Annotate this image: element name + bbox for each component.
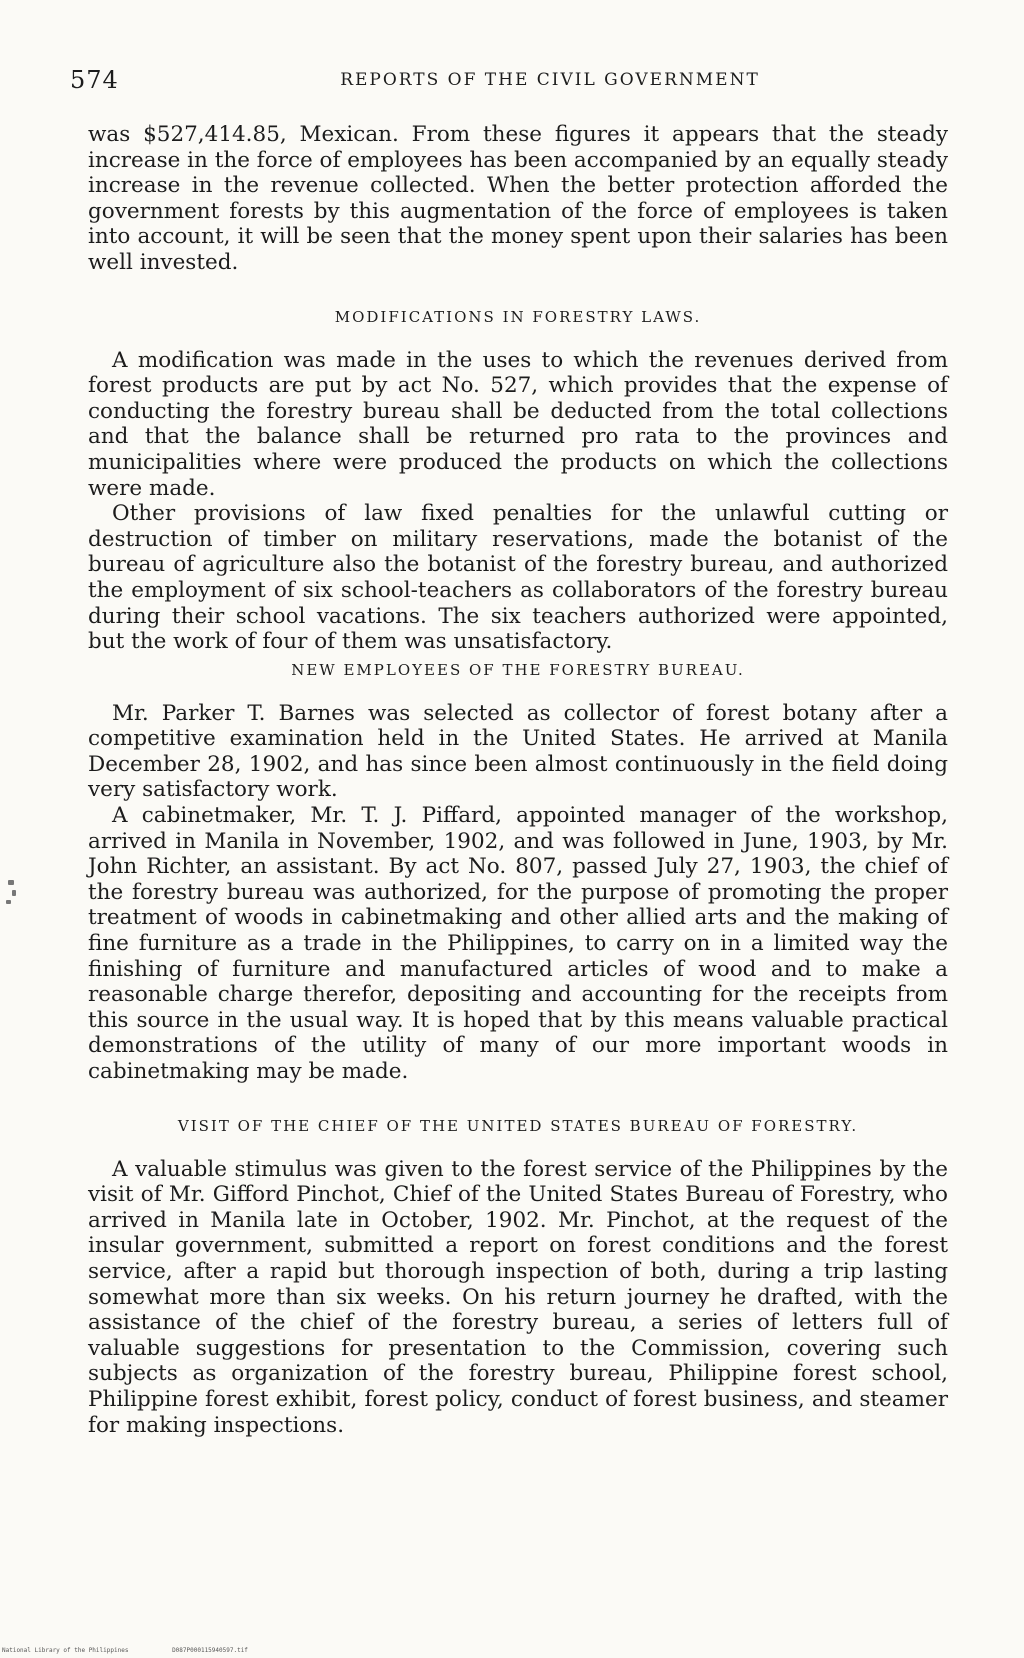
footer-library: National Library of the Philippines <box>2 1647 129 1654</box>
section-heading-new-employees: NEW EMPLOYEES OF THE FORESTRY BUREAU. <box>291 660 745 679</box>
page-header <box>70 66 950 100</box>
paragraph-continuation: was $527,414.85, Mexican. From these figures it appears that the steady increase in the force of employees has been accompanied by an equally steady increase in the revenue collected. When the better protection afforded the government forests by this augmentation of the force of employees is taken into account, it will be seen that the money spent upon their salaries has been well invested. <box>88 122 948 275</box>
section-heading-visit-of-chief: VISIT OF THE CHIEF OF THE UNITED STATES BUREAU OF FORESTRY. <box>177 1116 859 1135</box>
page-body <box>88 122 948 1438</box>
scan-speck <box>8 880 14 885</box>
paragraph-other-provisions: Other provisions of law fixed penalties for the unlawful cutting or destruction of timber on military reservations, made the botanist of the bureau of agriculture also the botanist of the forestry bureau, and authorized the employment of six school-teachers as collaborators of the forestry bureau during their school vacations. The six teachers authorized were appointed, but the work of four of them was unsatisfactory. <box>88 501 948 655</box>
scan-speck <box>12 890 16 896</box>
running-head: REPORTS OF THE CIVIL GOVERNMENT <box>340 70 760 90</box>
paragraph-pinchot-visit: A valuable stimulus was given to the forest service of the Philippines by the visit of Mr. Gifford Pinchot, Chief of the United States Bureau of Forestry, who arrived in Manila late in October, 1902. Mr. Pinchot, at the request of the insular government, submitted a report on forest conditions and the forest service, after a rapid but thorough inspection of both, during a trip lasting somewhat more than six weeks. On his return journey he drafted, with the assistance of the chief of the forestry bureau, a series of letters full of valuable suggestions for presentation to the Commission, covering such subjects as organization of the forestry bureau, Philippine forest school, Philippine forest exhibit, forest policy, conduct of forest business, and steamer for making inspections. <box>88 1156 948 1438</box>
page-number: 574 <box>70 66 119 94</box>
scan-speck <box>6 900 11 904</box>
scan-footer <box>2 1647 288 1654</box>
footer-file-id: D087P000115940597.tif <box>172 1647 248 1654</box>
section-heading-modifications: MODIFICATIONS IN FORESTRY LAWS. <box>334 307 702 326</box>
paragraph-barnes: Mr. Parker T. Barnes was selected as collector of forest botany after a competitive examination held in the United States. He arrived at Manila December 28, 1902, and has since been almost continuously in the field doing very satisfactory work. <box>88 700 948 803</box>
paragraph-act-527: A modification was made in the uses to which the revenues derived from forest products are put by act No. 527, which provides that the expense of conducting the forestry bureau shall be deducted from the total collections and that the balance shall be returned pro rata to the provinces and municipalities where were produced the products on which the collections were made. <box>88 347 948 501</box>
paragraph-cabinetmaker: A cabinetmaker, Mr. T. J. Piffard, appointed manager of the workshop, arrived in Manila in November, 1902, and was followed in June, 1903, by Mr. John Richter, an assistant. By act No. 807, passed July 27, 1903, the chief of the forestry bureau was authorized, for the purpose of promoting the proper treatment of woods in cabinetmaking and other allied arts and the making of fine furniture as a trade in the Philippines, to carry on in a limited way the finishing of furniture and manufactured articles of wood and to make a reasonable charge therefor, depositing and accounting for the receipts from this source in the usual way. It is hoped that by this means valuable practical demonstrations of the utility of many of our more important woods in cabinetmaking may be made. <box>88 803 948 1084</box>
